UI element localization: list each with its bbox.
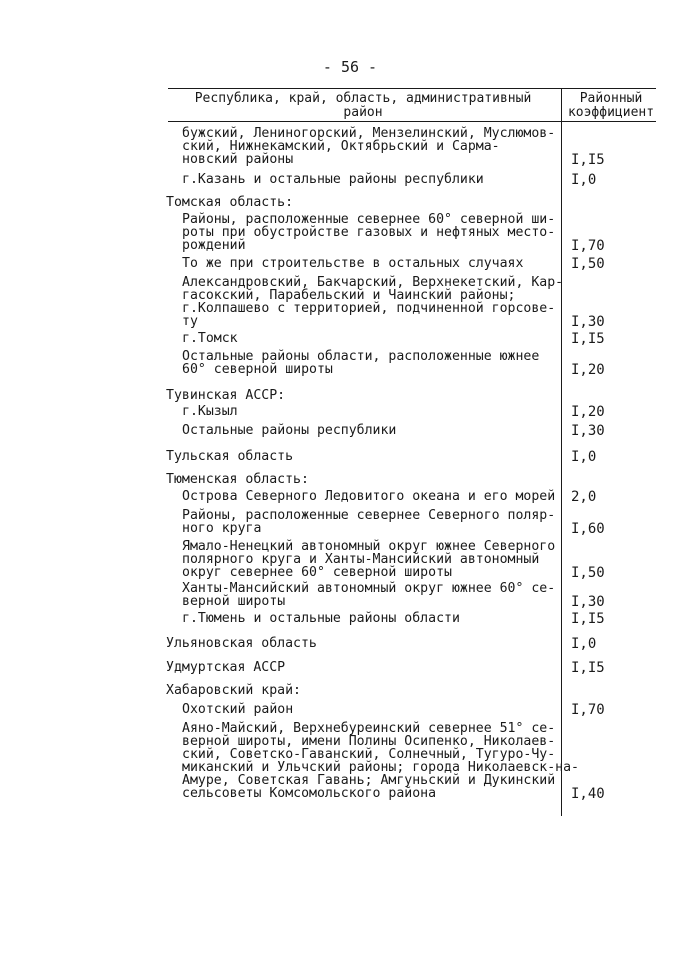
region-text-line: округ севернее 60° северной широты: [182, 565, 452, 580]
coefficient-value: I,30: [571, 314, 605, 330]
region-text-line: г.Кызыл: [182, 404, 238, 419]
section-title: Тувинская АССР:: [166, 388, 286, 403]
region-text-line: Аяно-Майский, Верхнебуреинский севернее 51° се-: [182, 721, 556, 736]
region-text-line: Остальные районы республики: [182, 423, 397, 438]
region-text-line: Амуре, Советская Гавань; Амгуньский и Дукинский: [182, 773, 556, 788]
coefficient-value: I,20: [571, 404, 605, 420]
column-header-region-line1: Республика, край, область, административный: [194, 91, 532, 106]
coefficient-value: I,20: [571, 362, 605, 378]
region-text-line: Районы, расположенные севернее Северного поляр-: [182, 508, 556, 523]
region-text-line: ту: [182, 314, 198, 329]
region-text-line: полярного круга и Ханты-Мансийский автономный: [182, 552, 540, 567]
region-text-line: бужский, Лениногорский, Мензелинский, Муслюмов-: [182, 126, 556, 141]
coefficient-value: I,60: [571, 521, 605, 537]
coefficient-value: I,70: [571, 238, 605, 254]
coefficient-value: 2,0: [571, 489, 597, 505]
section-title: Хабаровский край:: [166, 683, 301, 698]
coefficient-value: I,0: [571, 449, 597, 465]
region-text-line: рождений: [182, 238, 246, 253]
region-text-line: ного круга: [182, 521, 262, 536]
coefficient-value: I,30: [571, 423, 605, 439]
column-divider: [561, 88, 562, 816]
region-text-line: новский районы: [182, 152, 294, 167]
coefficient-value: I,30: [571, 594, 605, 610]
region-text-line: Ханты-Мансийский автономный округ южнее 60° се-: [182, 581, 556, 596]
region-text-line: г.Казань и остальные районы республики: [182, 172, 484, 187]
region-text-line: Охотский район: [182, 702, 294, 717]
section-title: Тульская область: [166, 449, 294, 464]
region-text-line: Остальные районы области, расположенные южнее: [182, 349, 540, 364]
region-text-line: верной широты: [182, 594, 286, 609]
coefficient-value: I,70: [571, 702, 605, 718]
coefficient-value: I,I5: [571, 660, 605, 676]
coefficient-value: I,0: [571, 172, 597, 188]
region-text-line: г.Колпашево с территорией, подчиненной горсове-: [182, 301, 556, 316]
region-text-line: г.Томск: [182, 331, 238, 346]
column-header-coefficient-line2: коэффициент: [567, 105, 655, 120]
header-bottom-rule: [168, 121, 656, 122]
column-header-coefficient: [566, 92, 656, 120]
region-text-line: Ямало-Ненецкий автономный округ южнее Северного: [182, 539, 556, 554]
region-text-line: гасокский, Парабельский и Чаинский районы;: [182, 288, 516, 303]
coefficient-value: I,I5: [571, 152, 605, 168]
region-text-line: миканский и Ульчский районы; города Николаевск-на-: [182, 760, 579, 775]
section-title: Томская область:: [166, 195, 294, 210]
coefficient-value: I,I5: [571, 611, 605, 627]
region-text-line: г.Тюмень и остальные районы области: [182, 611, 460, 626]
coefficient-value: I,40: [571, 786, 605, 802]
header-top-rule: [168, 88, 656, 89]
region-text-line: Острова Северного Ледовитого океана и его морей: [182, 489, 556, 504]
region-text-line: То же при строительстве в остальных случаях: [182, 256, 524, 271]
coefficient-value: I,0: [571, 636, 597, 652]
coefficient-value: I,50: [571, 256, 605, 272]
column-header-region-line2: район: [343, 105, 383, 120]
coefficient-value: I,50: [571, 565, 605, 581]
coefficient-value: I,I5: [571, 331, 605, 347]
column-header-region: [168, 92, 558, 120]
region-text-line: ский, Советско-Гаванский, Солнечный, Тугуро-Чу-: [182, 747, 556, 762]
region-text-line: ский, Нижнекамский, Октябрьский и Сарма-: [182, 139, 500, 154]
section-title: Тюменская область:: [166, 472, 309, 487]
region-text-line: сельсоветы Комсомольского района: [182, 786, 437, 801]
section-title: Удмуртская АССР: [166, 660, 286, 675]
region-text-line: роты при обустройстве газовых и нефтяных место-: [182, 225, 556, 240]
region-text-line: верной широты, имени Полины Осипенко, Николаев-: [182, 734, 556, 749]
region-text-line: Александровский, Бакчарский, Верхнекетский, Кар-: [182, 275, 564, 290]
column-header-coefficient-line1: Районный: [579, 91, 643, 106]
region-text-line: 60° северной широты: [182, 362, 333, 377]
section-title: Ульяновская область: [166, 636, 317, 651]
page-number: - 56 -: [322, 58, 378, 76]
region-text-line: Районы, расположенные севернее 60° северной ши-: [182, 212, 556, 227]
